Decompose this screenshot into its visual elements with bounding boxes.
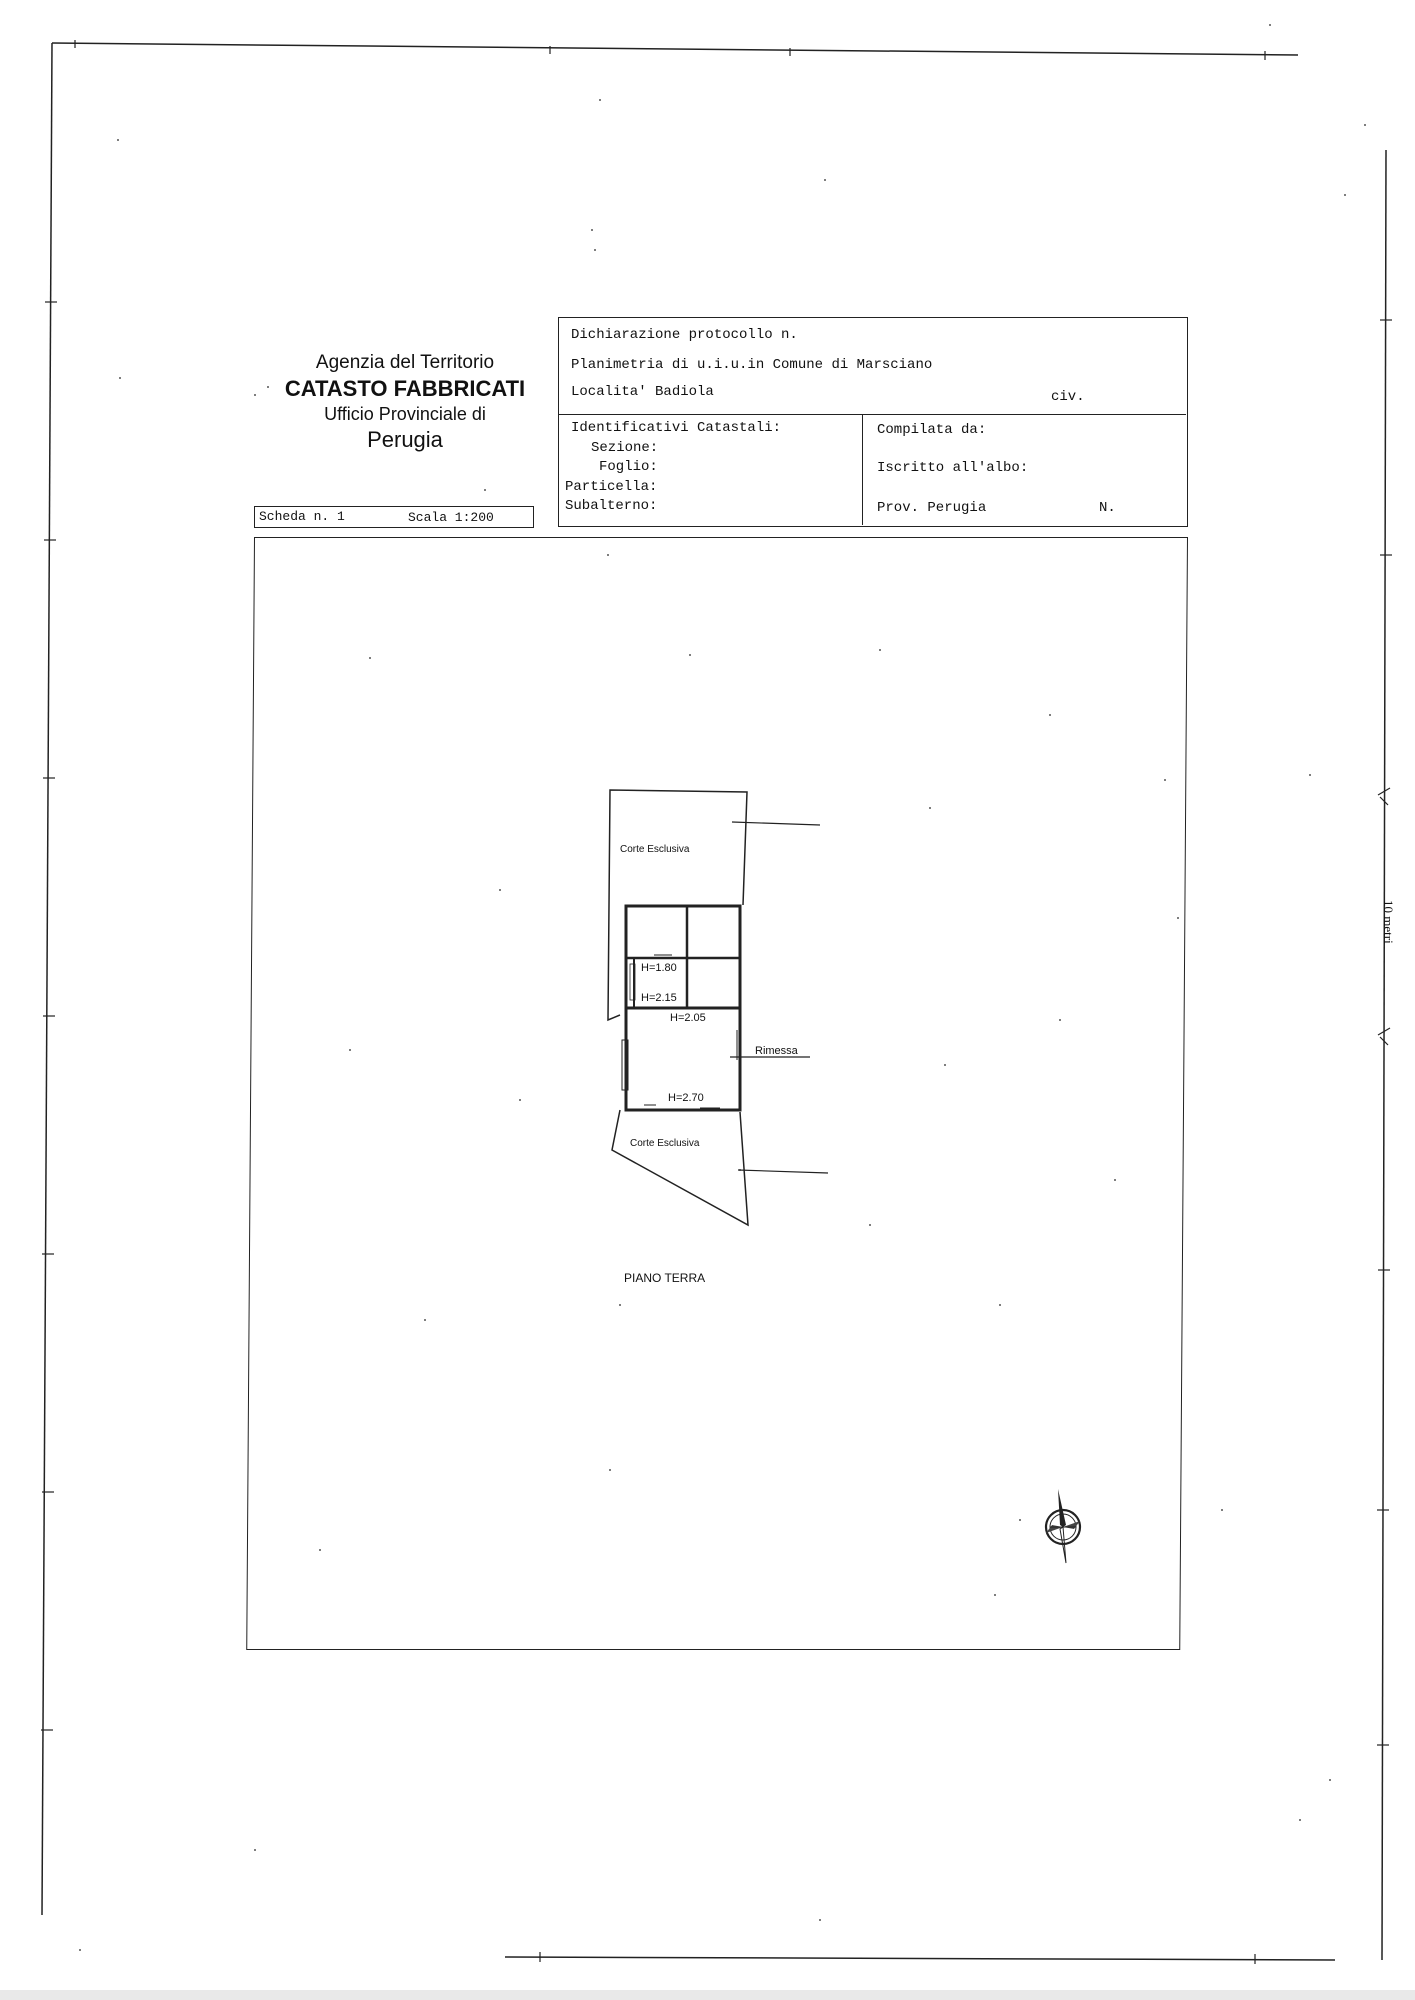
court-bottom-label: Corte Esclusiva (630, 1138, 700, 1149)
agency-province: Perugia (367, 427, 443, 452)
iscritto-label: Iscritto all'albo: (877, 460, 1029, 476)
compass-rose-icon (1028, 1485, 1098, 1565)
subalterno-label: Subalterno: (565, 498, 658, 514)
height-label-4: H=2.70 (668, 1092, 704, 1104)
scale-bar-text: 10 metri (1381, 900, 1396, 944)
foglio-label: Foglio: (599, 459, 658, 475)
compilata-label: Compilata da: (877, 422, 987, 438)
sheet-number: Scheda n. 1 (259, 509, 345, 524)
planimetry-label: Planimetria di u.i.u.in Comune di Marsciano (571, 357, 933, 373)
court-top-label: Corte Esclusiva (620, 844, 690, 855)
identifiers-title: Identificativi Catastali: (571, 420, 782, 436)
province-label: Prov. Perugia (877, 500, 987, 516)
scale-bar-label (1382, 900, 1415, 980)
declaration-label: Dichiarazione protocollo n. (571, 327, 798, 343)
sheet-scale: Scala 1:200 (408, 510, 494, 525)
particella-label: Particella: (565, 479, 658, 495)
floor-label: PIANO TERRA (624, 1271, 706, 1285)
number-label: N. (1099, 500, 1116, 516)
room-label: Rimessa (755, 1045, 798, 1057)
civ-label: civ. (1051, 389, 1085, 405)
agency-name: Agenzia del Territorio (315, 352, 495, 373)
sezione-label: Sezione: (591, 440, 659, 456)
court-bottom-leader (738, 1170, 828, 1173)
height-label-2: H=2.15 (641, 992, 677, 1004)
height-label-1: H=1.80 (641, 962, 677, 974)
scan-bottom-edge (0, 1990, 1415, 2000)
locality-label: Localita' Badiola (571, 384, 714, 400)
agency-department: CATASTO FABBRICATI (284, 376, 526, 401)
court-bottom-outline (612, 1110, 748, 1225)
height-label-3: H=2.05 (670, 1012, 706, 1024)
agency-office: Ufficio Provinciale di (324, 404, 486, 424)
